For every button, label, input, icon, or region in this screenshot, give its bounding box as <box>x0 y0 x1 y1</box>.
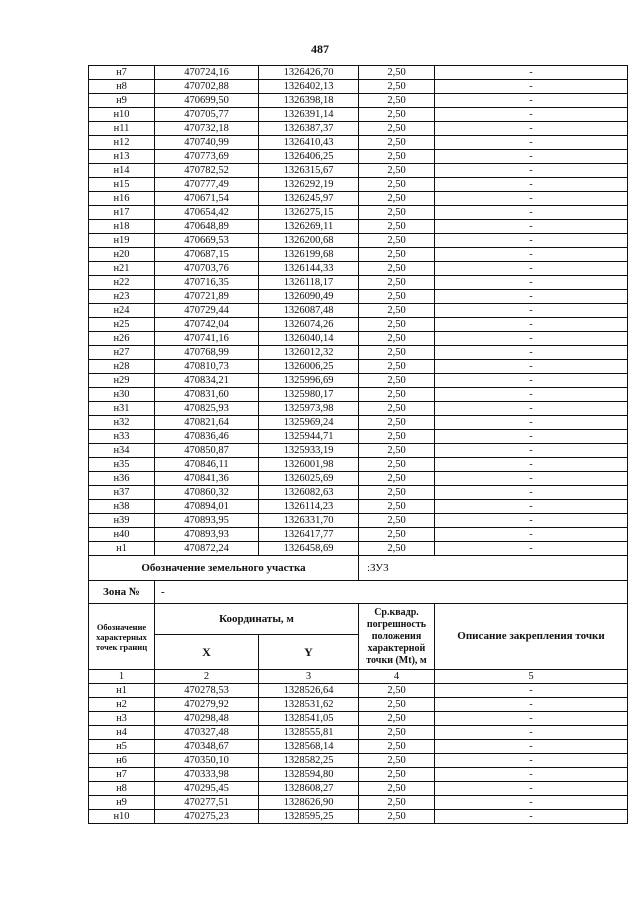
table-row <box>89 458 628 472</box>
description-cell: - <box>435 740 628 754</box>
x-coordinate-cell: 470275,23 <box>155 810 259 824</box>
y-coordinate-cell: 1328608,27 <box>259 782 359 796</box>
table-row <box>89 698 628 712</box>
description-cell: - <box>435 542 628 556</box>
point-id-cell: н7 <box>89 66 155 80</box>
y-coordinate-cell: 1326200,68 <box>259 234 359 248</box>
description-cell: - <box>435 318 628 332</box>
accuracy-cell: 2,50 <box>359 712 435 726</box>
accuracy-cell: 2,50 <box>359 360 435 374</box>
accuracy-cell: 2,50 <box>359 262 435 276</box>
column-number: 1 <box>89 670 155 684</box>
point-id-cell: н37 <box>89 486 155 500</box>
point-id-cell: н38 <box>89 500 155 514</box>
accuracy-cell: 2,50 <box>359 698 435 712</box>
y-coordinate-cell: 1326040,14 <box>259 332 359 346</box>
table-row <box>89 388 628 402</box>
table-row <box>89 712 628 726</box>
point-id-cell: н2 <box>89 698 155 712</box>
description-cell: - <box>435 486 628 500</box>
x-coordinate-cell: 470810,73 <box>155 360 259 374</box>
y-coordinate-cell: 1326398,18 <box>259 94 359 108</box>
bottom-rows-body <box>89 684 628 824</box>
table-row <box>89 726 628 740</box>
accuracy-cell: 2,50 <box>359 94 435 108</box>
header-x: X <box>155 635 259 670</box>
x-coordinate-cell: 470872,24 <box>155 542 259 556</box>
description-cell: - <box>435 458 628 472</box>
x-coordinate-cell: 470277,51 <box>155 796 259 810</box>
accuracy-cell: 2,50 <box>359 122 435 136</box>
accuracy-cell: 2,50 <box>359 290 435 304</box>
x-coordinate-cell: 470821,64 <box>155 416 259 430</box>
table-row <box>89 528 628 542</box>
table-row <box>89 248 628 262</box>
header-point-designation: Обозначение характерных точек границ <box>89 604 155 670</box>
description-cell: - <box>435 500 628 514</box>
table-row <box>89 262 628 276</box>
y-coordinate-cell: 1328582,25 <box>259 754 359 768</box>
description-cell: - <box>435 444 628 458</box>
point-id-cell: н7 <box>89 768 155 782</box>
description-cell: - <box>435 108 628 122</box>
description-cell: - <box>435 810 628 824</box>
description-cell: - <box>435 430 628 444</box>
accuracy-cell: 2,50 <box>359 430 435 444</box>
accuracy-cell: 2,50 <box>359 500 435 514</box>
accuracy-cell: 2,50 <box>359 486 435 500</box>
table-row <box>89 332 628 346</box>
description-cell: - <box>435 178 628 192</box>
y-coordinate-cell: 1326144,33 <box>259 262 359 276</box>
table-row <box>89 122 628 136</box>
table-row <box>89 66 628 80</box>
description-cell: - <box>435 220 628 234</box>
point-id-cell: н12 <box>89 136 155 150</box>
description-cell: - <box>435 332 628 346</box>
point-id-cell: н8 <box>89 782 155 796</box>
point-id-cell: н32 <box>89 416 155 430</box>
table-row <box>89 430 628 444</box>
accuracy-cell: 2,50 <box>359 810 435 824</box>
accuracy-cell: 2,50 <box>359 318 435 332</box>
description-cell: - <box>435 290 628 304</box>
accuracy-cell: 2,50 <box>359 136 435 150</box>
header-description: Описание закрепления точки <box>435 604 628 670</box>
accuracy-cell: 2,50 <box>359 782 435 796</box>
accuracy-cell: 2,50 <box>359 472 435 486</box>
x-coordinate-cell: 470836,46 <box>155 430 259 444</box>
point-id-cell: н16 <box>89 192 155 206</box>
table-row <box>89 346 628 360</box>
column-number: 4 <box>359 670 435 684</box>
description-cell: - <box>435 122 628 136</box>
y-coordinate-cell: 1326402,13 <box>259 80 359 94</box>
accuracy-cell: 2,50 <box>359 416 435 430</box>
x-coordinate-cell: 470834,21 <box>155 374 259 388</box>
accuracy-cell: 2,50 <box>359 108 435 122</box>
land-plot-section <box>89 556 628 684</box>
y-coordinate-cell: 1326074,26 <box>259 318 359 332</box>
point-id-cell: н9 <box>89 796 155 810</box>
point-id-cell: н28 <box>89 360 155 374</box>
x-coordinate-cell: 470350,10 <box>155 754 259 768</box>
table-row <box>89 164 628 178</box>
x-coordinate-cell: 470687,15 <box>155 248 259 262</box>
y-coordinate-cell: 1326426,70 <box>259 66 359 80</box>
y-coordinate-cell: 1326114,23 <box>259 500 359 514</box>
table-row <box>89 810 628 824</box>
x-coordinate-cell: 470850,87 <box>155 444 259 458</box>
description-cell: - <box>435 150 628 164</box>
accuracy-cell: 2,50 <box>359 528 435 542</box>
point-id-cell: н13 <box>89 150 155 164</box>
table-row <box>89 514 628 528</box>
table-row <box>89 80 628 94</box>
description-cell: - <box>435 374 628 388</box>
y-coordinate-cell: 1326458,69 <box>259 542 359 556</box>
description-cell: - <box>435 164 628 178</box>
x-coordinate-cell: 470729,44 <box>155 304 259 318</box>
accuracy-cell: 2,50 <box>359 276 435 290</box>
point-id-cell: н26 <box>89 332 155 346</box>
y-coordinate-cell: 1326199,68 <box>259 248 359 262</box>
table-row <box>89 542 628 556</box>
x-coordinate-cell: 470721,89 <box>155 290 259 304</box>
accuracy-cell: 2,50 <box>359 796 435 810</box>
y-coordinate-cell: 1326090,49 <box>259 290 359 304</box>
table-row <box>89 768 628 782</box>
y-coordinate-cell: 1326387,37 <box>259 122 359 136</box>
accuracy-cell: 2,50 <box>359 178 435 192</box>
point-id-cell: н35 <box>89 458 155 472</box>
accuracy-cell: 2,50 <box>359 150 435 164</box>
x-coordinate-cell: 470741,16 <box>155 332 259 346</box>
point-id-cell: н22 <box>89 276 155 290</box>
table-row <box>89 486 628 500</box>
description-cell: - <box>435 262 628 276</box>
table-row <box>89 136 628 150</box>
description-cell: - <box>435 416 628 430</box>
y-coordinate-cell: 1328626,90 <box>259 796 359 810</box>
y-coordinate-cell: 1326012,32 <box>259 346 359 360</box>
x-coordinate-cell: 470703,76 <box>155 262 259 276</box>
y-coordinate-cell: 1326410,43 <box>259 136 359 150</box>
x-coordinate-cell: 470740,99 <box>155 136 259 150</box>
y-coordinate-cell: 1328541,05 <box>259 712 359 726</box>
y-coordinate-cell: 1326292,19 <box>259 178 359 192</box>
accuracy-cell: 2,50 <box>359 206 435 220</box>
point-id-cell: н36 <box>89 472 155 486</box>
table-row <box>89 192 628 206</box>
description-cell: - <box>435 66 628 80</box>
accuracy-cell: 2,50 <box>359 304 435 318</box>
description-cell: - <box>435 346 628 360</box>
x-coordinate-cell: 470894,01 <box>155 500 259 514</box>
header-y: Y <box>259 635 359 670</box>
description-cell: - <box>435 94 628 108</box>
x-coordinate-cell: 470893,95 <box>155 514 259 528</box>
x-coordinate-cell: 470669,53 <box>155 234 259 248</box>
description-cell: - <box>435 712 628 726</box>
point-id-cell: н5 <box>89 740 155 754</box>
y-coordinate-cell: 1326082,63 <box>259 486 359 500</box>
table-row <box>89 754 628 768</box>
table-row <box>89 416 628 430</box>
column-number: 3 <box>259 670 359 684</box>
y-coordinate-cell: 1326118,17 <box>259 276 359 290</box>
accuracy-cell: 2,50 <box>359 80 435 94</box>
y-coordinate-cell: 1325969,24 <box>259 416 359 430</box>
y-coordinate-cell: 1326001,98 <box>259 458 359 472</box>
y-coordinate-cell: 1328531,62 <box>259 698 359 712</box>
table-row <box>89 150 628 164</box>
description-cell: - <box>435 472 628 486</box>
point-id-cell: н6 <box>89 754 155 768</box>
description-cell: - <box>435 136 628 150</box>
x-coordinate-cell: 470742,04 <box>155 318 259 332</box>
table-row <box>89 276 628 290</box>
table-row <box>89 290 628 304</box>
accuracy-cell: 2,50 <box>359 514 435 528</box>
x-coordinate-cell: 470860,32 <box>155 486 259 500</box>
zone-label: Зона № <box>89 581 155 604</box>
y-coordinate-cell: 1326006,25 <box>259 360 359 374</box>
accuracy-cell: 2,50 <box>359 66 435 80</box>
accuracy-cell: 2,50 <box>359 192 435 206</box>
point-id-cell: н24 <box>89 304 155 318</box>
x-coordinate-cell: 470702,88 <box>155 80 259 94</box>
point-id-cell: н15 <box>89 178 155 192</box>
table-row <box>89 234 628 248</box>
table-row <box>89 472 628 486</box>
table-row <box>89 318 628 332</box>
y-coordinate-cell: 1326269,11 <box>259 220 359 234</box>
y-coordinate-cell: 1326087,48 <box>259 304 359 318</box>
x-coordinate-cell: 470278,53 <box>155 684 259 698</box>
description-cell: - <box>435 528 628 542</box>
y-coordinate-cell: 1326315,67 <box>259 164 359 178</box>
header-accuracy: Ср.квадр. погрешность положения характерной точки (Mt), м <box>359 604 435 670</box>
accuracy-cell: 2,50 <box>359 542 435 556</box>
point-id-cell: н31 <box>89 402 155 416</box>
accuracy-cell: 2,50 <box>359 164 435 178</box>
x-coordinate-cell: 470671,54 <box>155 192 259 206</box>
description-cell: - <box>435 754 628 768</box>
y-coordinate-cell: 1328568,14 <box>259 740 359 754</box>
point-id-cell: н1 <box>89 684 155 698</box>
top-rows-body <box>89 66 628 556</box>
column-number: 5 <box>435 670 628 684</box>
x-coordinate-cell: 470724,16 <box>155 66 259 80</box>
x-coordinate-cell: 470777,49 <box>155 178 259 192</box>
table-row <box>89 220 628 234</box>
x-coordinate-cell: 470825,93 <box>155 402 259 416</box>
accuracy-cell: 2,50 <box>359 388 435 402</box>
point-id-cell: н21 <box>89 262 155 276</box>
table-row <box>89 684 628 698</box>
x-coordinate-cell: 470782,52 <box>155 164 259 178</box>
description-cell: - <box>435 684 628 698</box>
accuracy-cell: 2,50 <box>359 684 435 698</box>
point-id-cell: н30 <box>89 388 155 402</box>
table-row <box>89 374 628 388</box>
table-row <box>89 402 628 416</box>
y-coordinate-cell: 1326417,77 <box>259 528 359 542</box>
header-coordinates: Координаты, м <box>155 604 359 635</box>
column-number: 2 <box>155 670 259 684</box>
description-cell: - <box>435 796 628 810</box>
description-cell: - <box>435 80 628 94</box>
point-id-cell: н29 <box>89 374 155 388</box>
zone-value: - <box>155 581 628 604</box>
y-coordinate-cell: 1326391,14 <box>259 108 359 122</box>
x-coordinate-cell: 470732,18 <box>155 122 259 136</box>
y-coordinate-cell: 1326245,97 <box>259 192 359 206</box>
accuracy-cell: 2,50 <box>359 458 435 472</box>
accuracy-cell: 2,50 <box>359 346 435 360</box>
point-id-cell: н8 <box>89 80 155 94</box>
point-id-cell: н3 <box>89 712 155 726</box>
accuracy-cell: 2,50 <box>359 444 435 458</box>
y-coordinate-cell: 1326331,70 <box>259 514 359 528</box>
x-coordinate-cell: 470773,69 <box>155 150 259 164</box>
y-coordinate-cell: 1326406,25 <box>259 150 359 164</box>
land-plot-value: :ЗУ3 <box>359 556 628 581</box>
point-id-cell: н4 <box>89 726 155 740</box>
x-coordinate-cell: 470699,50 <box>155 94 259 108</box>
table-row <box>89 304 628 318</box>
description-cell: - <box>435 698 628 712</box>
accuracy-cell: 2,50 <box>359 374 435 388</box>
accuracy-cell: 2,50 <box>359 402 435 416</box>
accuracy-cell: 2,50 <box>359 248 435 262</box>
description-cell: - <box>435 360 628 374</box>
y-coordinate-cell: 1326025,69 <box>259 472 359 486</box>
y-coordinate-cell: 1328594,80 <box>259 768 359 782</box>
description-cell: - <box>435 402 628 416</box>
point-id-cell: н10 <box>89 108 155 122</box>
table-row <box>89 444 628 458</box>
point-id-cell: н18 <box>89 220 155 234</box>
x-coordinate-cell: 470705,77 <box>155 108 259 122</box>
x-coordinate-cell: 470648,89 <box>155 220 259 234</box>
table-row <box>89 108 628 122</box>
point-id-cell: н14 <box>89 164 155 178</box>
x-coordinate-cell: 470333,98 <box>155 768 259 782</box>
point-id-cell: н33 <box>89 430 155 444</box>
x-coordinate-cell: 470831,60 <box>155 388 259 402</box>
y-coordinate-cell: 1325980,17 <box>259 388 359 402</box>
point-id-cell: н9 <box>89 94 155 108</box>
table-row <box>89 500 628 514</box>
y-coordinate-cell: 1328595,25 <box>259 810 359 824</box>
point-id-cell: н1 <box>89 542 155 556</box>
table-row <box>89 782 628 796</box>
y-coordinate-cell: 1325933,19 <box>259 444 359 458</box>
y-coordinate-cell: 1325996,69 <box>259 374 359 388</box>
table-row <box>89 178 628 192</box>
point-id-cell: н11 <box>89 122 155 136</box>
point-id-cell: н17 <box>89 206 155 220</box>
point-id-cell: н40 <box>89 528 155 542</box>
y-coordinate-cell: 1328555,81 <box>259 726 359 740</box>
x-coordinate-cell: 470654,42 <box>155 206 259 220</box>
table-row <box>89 360 628 374</box>
page-number: 487 <box>311 42 329 56</box>
x-coordinate-cell: 470279,92 <box>155 698 259 712</box>
accuracy-cell: 2,50 <box>359 754 435 768</box>
accuracy-cell: 2,50 <box>359 726 435 740</box>
x-coordinate-cell: 470841,36 <box>155 472 259 486</box>
x-coordinate-cell: 470298,48 <box>155 712 259 726</box>
description-cell: - <box>435 206 628 220</box>
x-coordinate-cell: 470348,67 <box>155 740 259 754</box>
description-cell: - <box>435 248 628 262</box>
x-coordinate-cell: 470893,93 <box>155 528 259 542</box>
accuracy-cell: 2,50 <box>359 220 435 234</box>
accuracy-cell: 2,50 <box>359 740 435 754</box>
description-cell: - <box>435 192 628 206</box>
point-id-cell: н23 <box>89 290 155 304</box>
description-cell: - <box>435 768 628 782</box>
point-id-cell: н25 <box>89 318 155 332</box>
accuracy-cell: 2,50 <box>359 234 435 248</box>
point-id-cell: н27 <box>89 346 155 360</box>
accuracy-cell: 2,50 <box>359 768 435 782</box>
y-coordinate-cell: 1325973,98 <box>259 402 359 416</box>
coordinates-table <box>88 65 628 824</box>
accuracy-cell: 2,50 <box>359 332 435 346</box>
description-cell: - <box>435 514 628 528</box>
y-coordinate-cell: 1328526,64 <box>259 684 359 698</box>
table-row <box>89 206 628 220</box>
point-id-cell: н39 <box>89 514 155 528</box>
x-coordinate-cell: 470295,45 <box>155 782 259 796</box>
table-row <box>89 796 628 810</box>
x-coordinate-cell: 470716,35 <box>155 276 259 290</box>
description-cell: - <box>435 726 628 740</box>
point-id-cell: н34 <box>89 444 155 458</box>
table-row <box>89 740 628 754</box>
description-cell: - <box>435 234 628 248</box>
x-coordinate-cell: 470768,99 <box>155 346 259 360</box>
x-coordinate-cell: 470846,11 <box>155 458 259 472</box>
x-coordinate-cell: 470327,48 <box>155 726 259 740</box>
description-cell: - <box>435 388 628 402</box>
y-coordinate-cell: 1326275,15 <box>259 206 359 220</box>
point-id-cell: н19 <box>89 234 155 248</box>
description-cell: - <box>435 782 628 796</box>
point-id-cell: н20 <box>89 248 155 262</box>
description-cell: - <box>435 304 628 318</box>
description-cell: - <box>435 276 628 290</box>
land-plot-label: Обозначение земельного участка <box>89 556 359 581</box>
y-coordinate-cell: 1325944,71 <box>259 430 359 444</box>
table-row <box>89 94 628 108</box>
point-id-cell: н10 <box>89 810 155 824</box>
